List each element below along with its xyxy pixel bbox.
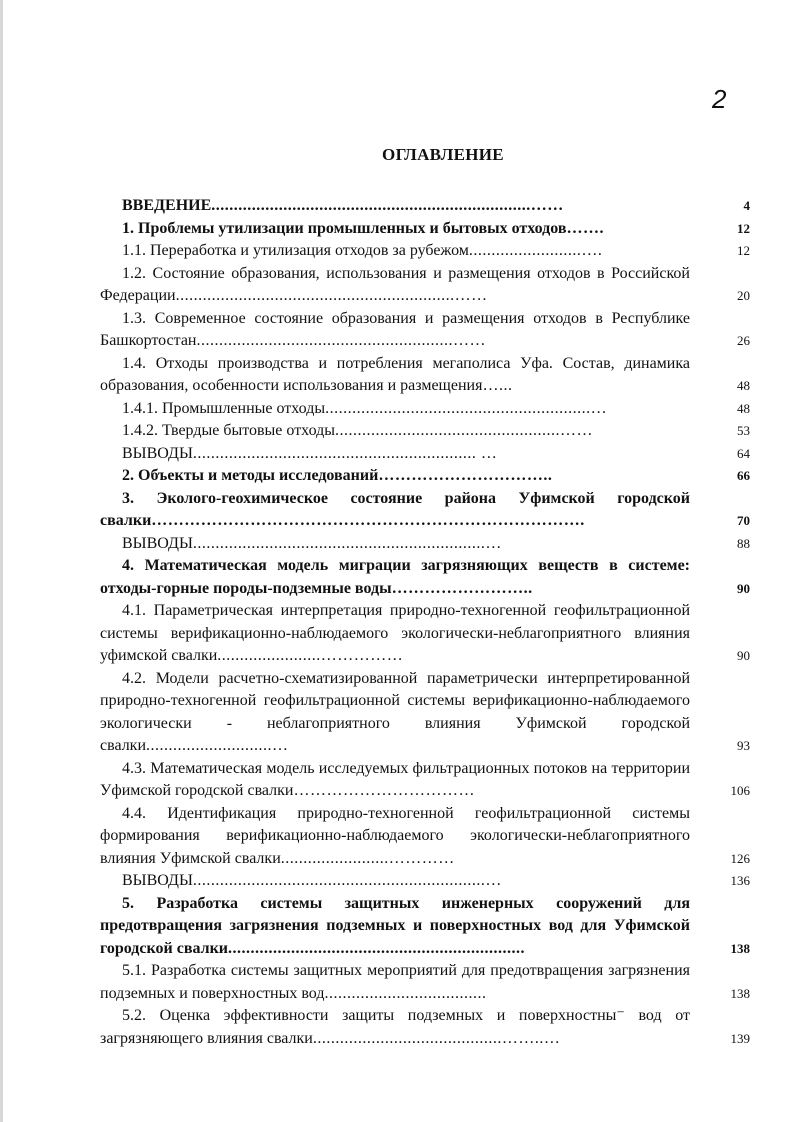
toc-entry-page: 4: [743, 198, 750, 213]
toc-entry-title: 1. Проблемы утилизации промышленных и бытовых отходов: [122, 219, 567, 237]
toc-entry-page: 48: [737, 400, 750, 416]
toc-entry-title: 4.3. Математическая модель исследуемых фильтрационных потоков на территории Уфимской городской свалки: [100, 759, 690, 799]
toc-entry-title: 5.1. Разработка системы защитных мероприятий для предотвращения загрязнения подземных и поверхностных вод: [100, 962, 690, 1002]
toc-entry[interactable]: [100, 960, 750, 1005]
leader-dots: .......................……………: [217, 647, 404, 664]
toc-entry-page: 106: [730, 783, 750, 798]
toc-entry[interactable]: [100, 1005, 750, 1050]
leader-dots: .................................................................…: [192, 872, 502, 889]
toc-entry-title: 5.2. Оценка эффективности защиты подземных и поверхностны⁻ вод от загрязняющего влияния свалки: [100, 1007, 690, 1047]
toc-entry[interactable]: [100, 758, 750, 803]
toc-entry-page: 138: [730, 940, 750, 956]
leader-dots: ……………………………: [293, 782, 475, 799]
toc-entry-title: 1.4.1. Промышленные отходы: [122, 399, 326, 417]
toc-entry-title: 2. Объекты и методы исследований: [122, 467, 379, 484]
toc-entry-page: 138: [730, 985, 750, 1001]
scan-edge: [0, 0, 3, 1122]
toc-entry[interactable]: [100, 870, 750, 893]
toc-entry-title: 4. Математическая модель миграции загрязняющих веществ в системе: отходы-горные породы-подземные воды: [100, 557, 690, 597]
leader-dots: ....................................: [324, 984, 487, 1002]
page-title: ОГЛАВЛЕНИЕ: [382, 145, 504, 164]
page-number: 2: [712, 84, 727, 114]
toc-entry-page: 126: [730, 850, 750, 866]
toc-entry-title: ВЫВОДЫ: [122, 872, 193, 889]
toc-entry-page: 139: [730, 1030, 750, 1046]
toc-entry-title: 4.4. Идентификация природно-техногенной геофильтрационной системы формирования верификационно-наблюдаемого экологически-неблагоприятного влияния Уфимской свалки: [100, 804, 690, 867]
toc-entry-page: 90: [737, 580, 750, 596]
toc-entry-title: 4.1. Параметрическая интерпретация природно-техногенной геофильтрационной системы верификационно-наблюдаемого экологически-неблагоприятного влияния уфимской свалки: [100, 602, 690, 664]
leader-dots: .......................................................................……: [211, 197, 564, 214]
toc-entry-title: ВЫВОДЫ: [122, 534, 193, 552]
leader-dots: ............................…: [146, 737, 289, 754]
leader-dots: …………………………………………………………………….: [151, 512, 585, 529]
leader-dots: ..................................................……: [335, 422, 593, 439]
toc-entry[interactable]: [100, 263, 750, 308]
toc-entry[interactable]: [100, 218, 750, 241]
toc-entry-page: 12: [737, 220, 750, 236]
toc-entry-page: 53: [737, 423, 750, 438]
toc-entry[interactable]: [100, 533, 750, 556]
toc-entry-page: 70: [737, 513, 750, 528]
leader-dots: .........................….: [468, 242, 603, 259]
toc-entry[interactable]: [100, 240, 750, 263]
toc-entry[interactable]: [100, 308, 750, 353]
toc-entry[interactable]: [100, 488, 750, 533]
toc-entry-title: 1.4.2. Твердые бытовые отходы: [122, 422, 335, 439]
toc-entry[interactable]: [100, 195, 750, 218]
toc-entry-page: 66: [737, 468, 750, 483]
toc-entry-page: 93: [737, 738, 750, 753]
toc-entry-title: 5. Разработка системы защитных инженерных сооружений для предотвращения загрязнения подземных и поверхностных вод для Уфимской городской свалки: [100, 894, 690, 957]
leader-dots: …...: [482, 377, 513, 394]
toc-entry[interactable]: [100, 600, 750, 668]
toc-entry[interactable]: [100, 465, 750, 488]
toc-entry[interactable]: [100, 353, 750, 398]
toc-entry[interactable]: [100, 555, 750, 600]
toc-entry[interactable]: [100, 443, 750, 466]
leader-dots: ……………………..: [391, 579, 533, 597]
toc-entry-page: 26: [737, 333, 750, 348]
leader-dots: ...........................................................…: [325, 399, 608, 417]
toc-entry-title: 1.1. Переработка и утилизация отходов за рубежом: [122, 242, 469, 259]
toc-entry-title: 1.3. Современное состояние образования и размещения отходов в Республике Башкортостан: [100, 309, 690, 349]
leader-dots: ..........................................……..…: [312, 1029, 561, 1047]
leader-dots: ..............................................................……: [175, 287, 488, 304]
toc-entry[interactable]: [100, 893, 750, 961]
leader-dots: ..................................................................: [228, 939, 526, 957]
toc-entry-title: 4.2. Модели расчетно-схематизированной параметрически интерпретированной природно-техногенной геофильтрационной системы верификационно-наблюдаемого экологически - неблагоприятного влияния Уфимской городской свалки: [100, 669, 690, 754]
toc-entry-page: 20: [737, 288, 750, 303]
toc-entry-title: 3. Эколого-геохимическое состояние района Уфимской городской свалки: [100, 489, 690, 529]
leader-dots: …………………………..: [378, 467, 553, 484]
toc-entry-title: 1.4. Отходы производства и потребления мегаполиса Уфа. Состав, динамика образования, особенности использования и размещения: [100, 354, 690, 394]
leader-dots: ........................…………: [280, 849, 455, 867]
toc-entry-page: 12: [737, 243, 750, 258]
toc-entry-title: ВВЕДЕНИЕ: [122, 197, 212, 214]
toc-entry-page: 88: [737, 535, 750, 551]
table-of-contents: [100, 195, 750, 1050]
toc-entry-page: 136: [730, 873, 750, 888]
leader-dots: .................................................................…: [192, 534, 502, 552]
toc-entry-title: ВЫВОДЫ: [122, 444, 193, 462]
toc-entry-page: 64: [737, 445, 750, 461]
leader-dots: .........................................................……: [196, 332, 486, 349]
toc-entry[interactable]: [100, 420, 750, 443]
toc-entry[interactable]: [100, 668, 750, 758]
leader-dots: ............................................................... …: [192, 444, 498, 462]
leader-dots: …….: [566, 219, 604, 237]
toc-entry[interactable]: [100, 803, 750, 871]
toc-entry-page: 48: [737, 378, 750, 393]
toc-entry-page: 90: [737, 648, 750, 663]
toc-entry[interactable]: [100, 398, 750, 421]
toc-entry-title: 1.2. Состояние образования, использования и размещения отходов в Российской Федерации: [100, 264, 690, 304]
